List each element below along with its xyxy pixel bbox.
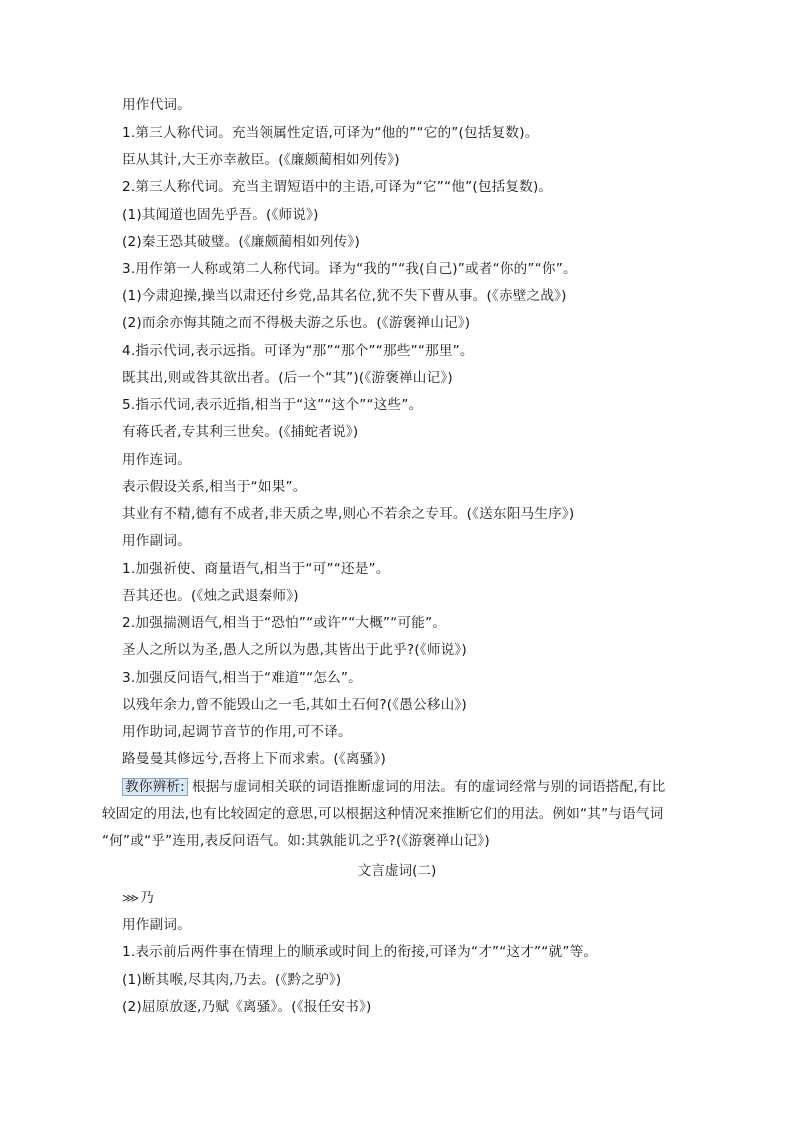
entry-word: 乃 [140,890,155,906]
tip-text: 根据与虚词相关联的词语推断虚词的用法。有的虚词经常与别的词语搭配,有比 [191,779,666,795]
text-line: (1)今肃迎操,操当以肃还付乡党,品其名位,犹不失下曹从事。(《赤壁之战》) [122,288,567,304]
text-line: 圣人之所以为圣,愚人之所以为愚,其皆出于此乎?(《师说》) [122,642,467,658]
tip-paragraph-line-1 [122,778,665,796]
text-line: 2.第三人称代词。充当主谓短语中的主语,可译为“它”“他”(包括复数)。 [122,179,553,195]
text-line: 表示假设关系,相当于“如果”。 [122,479,307,495]
text-line: 吾其还也。(《烛之武退秦师》) [122,588,299,604]
text-line: 4.指示代词,表示远指。可译为“那”“那个”“那些”“那里”。 [122,343,474,359]
text-line: 用作副词。 [122,917,191,933]
text-line: 有蒋氏者,专其利三世矣。(《捕蛇者说》) [122,424,359,440]
tip-paragraph-line-3: “何”或“乎”连用,表反问语气。如:其孰能讥之乎?(《游褒禅山记》) [102,833,490,849]
text-line: (2)屈原放逐,乃赋《离骚》。(《报任安书》) [122,999,372,1015]
text-line: 用作助词,起调节音节的作用,可不译。 [122,724,352,740]
text-line: 臣从其计,大王亦幸赦臣。(《廉颇蔺相如列传》) [122,152,400,168]
text-line: (2)秦王恐其破璧。(《廉颇蔺相如列传》) [122,234,360,250]
text-line: 其业有不精,德有不成者,非天质之卑,则心不若余之专耳。(《送东阳马生序》) [122,506,575,522]
text-line: 5.指示代词,表示近指,相当于“这”“这个”“这些”。 [122,397,423,413]
text-line: 3.用作第一人称或第二人称代词。译为“我的”“我(自己)”或者“你的”“你”。 [122,261,577,277]
text-line: 2.加强揣测语气,相当于“恐怕”“或许”“大概”“可能”。 [122,615,447,631]
text-line: 既其出,则或咎其欲出者。(后一个“其”)(《游褒禅山记》) [122,370,453,386]
text-line: 3.加强反问语气,相当于“难道”“怎么”。 [122,670,362,686]
text-line: 以残年余力,曾不能毁山之一毛,其如土石何?(《愚公移山》) [122,697,467,713]
text-line: (2)而余亦悔其随之而不得极夫游之乐也。(《游褒禅山记》) [122,315,471,331]
text-line: 路曼曼其修远兮,吾将上下而求索。(《离骚》) [122,751,387,767]
text-line: 1.表示前后两件事在情理上的顺承或时间上的衔接,可译为“才”“这才”“就”等。 [122,944,598,960]
text-line: 用作副词。 [122,533,191,549]
text-line: 1.第三人称代词。充当领属性定语,可译为“他的”“它的”(包括复数)。 [122,125,539,141]
text-line: 1.加强祈使、商量语气,相当于“可”“还是”。 [122,561,390,577]
tip-paragraph-line-2: 较固定的用法,也有比较固定的意思,可以根据这种情况来推断它们的用法。例如“其”与语气词 [102,806,664,822]
text-line: (1)其闻道也固先乎吾。(《师说》) [122,207,319,223]
section-title: 文言虚词(二) [357,863,437,879]
tip-label: 教你辨析: [122,778,188,796]
entry-heading [122,889,154,907]
text-line: (1)断其喉,尽其肉,乃去。(《黔之驴》) [122,972,342,988]
bullet-marker: ⋙ [122,891,140,905]
text-line: 用作连词。 [122,452,191,468]
text-line: 用作代词。 [122,97,191,113]
